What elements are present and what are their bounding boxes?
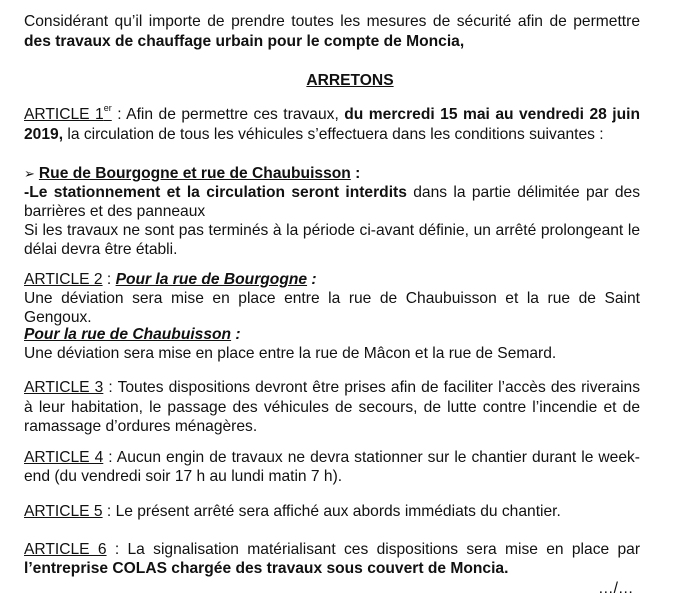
article-4-label: ARTICLE 4 [24, 449, 104, 466]
article-3-line-1: ARTICLE 3 : Toutes dispositions devront être prises afin de faciliter l’accès des riverains [24, 379, 640, 396]
article-3-line-2: à leur habitation, le passage des véhicules de secours, de lutte contre l’incendie et de [24, 399, 640, 416]
section-line-1: -Le stationnement et la circulation seront interdits dans la partie délimitée par des [24, 184, 640, 201]
article-6-label: ARTICLE 6 [24, 541, 107, 558]
intro-line-2: des travaux de chauffage urbain pour le compte de Moncia, [24, 33, 465, 50]
arrow-bullet-icon: ➢ [24, 166, 35, 181]
article-2-line-1: ARTICLE 2 : Pour la rue de Bourgogne : [24, 271, 317, 288]
article-2-line-4: Pour la rue de Chaubuisson : [24, 326, 241, 343]
section-line-4: délai devra être établi. [24, 241, 178, 258]
section-title: ➢ Rue de Bourgogne et rue de Chaubuisson : [24, 165, 361, 182]
article-5-label: ARTICLE 5 [24, 503, 103, 520]
section-line-2: barrières et des panneaux [24, 203, 206, 220]
article-4-line-2: end (du vendredi soir 17 h au lundi matin 7 h). [24, 468, 343, 485]
article-5-line-1: ARTICLE 5 : Le présent arrêté sera affiché aux abords immédiats du chantier. [24, 503, 561, 520]
article-2-line-2: Une déviation sera mise en place entre la rue de Chaubuisson et la rue de Saint [24, 290, 640, 307]
arretons-heading: ARRETONS [306, 72, 394, 89]
section-line-3: Si les travaux ne sont pas terminés à la période ci-avant définie, un arrêté prolongeant le [24, 222, 640, 239]
article-6-line-2: l’entreprise COLAS chargée des travaux sous couvert de Moncia. [24, 560, 509, 577]
article-3-label: ARTICLE 3 [24, 379, 104, 396]
intro-line-1: Considérant qu’il importe de prendre toutes les mesures de sécurité afin de permettre [24, 13, 640, 30]
article-2-label: ARTICLE 2 [24, 271, 103, 288]
article-2-line-5: Une déviation sera mise en place entre la rue de Mâcon et la rue de Semard. [24, 345, 557, 362]
article-6-line-1: ARTICLE 6 : La signalisation matérialisant ces dispositions sera mise en place par [24, 541, 641, 558]
article-1-label: ARTICLE 1er [24, 102, 112, 123]
article-2-line-3: Gengoux. [24, 309, 92, 326]
article-1-line-2: 2019, la circulation de tous les véhicules s’effectuera dans les conditions suivantes : [24, 126, 604, 143]
article-1-line-1: ARTICLE 1er : Afin de permettre ces travaux, du mercredi 15 mai au vendredi 28 juin [24, 102, 641, 123]
continuation-mark: …/… [598, 580, 634, 597]
article-4-line-1: ARTICLE 4 : Aucun engin de travaux ne devra stationner sur le chantier durant le week- [24, 449, 640, 466]
article-3-line-3: ramassage d’ordures ménagères. [24, 418, 258, 435]
